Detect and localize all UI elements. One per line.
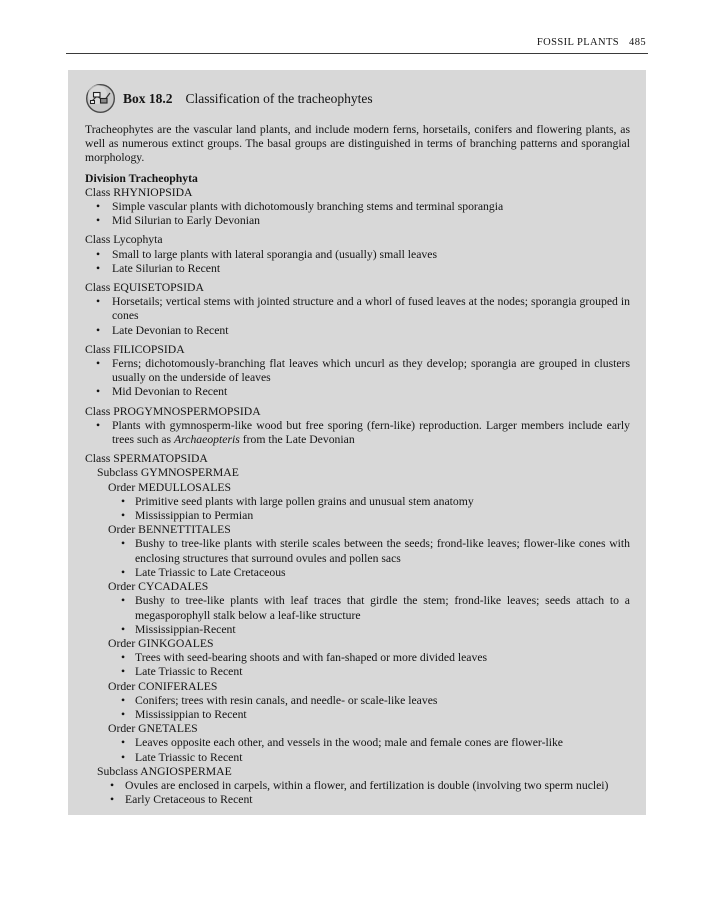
bullet-item: • Mid Silurian to Early Devonian [85, 214, 630, 228]
taxon-heading: Order BENNETTITALES [108, 523, 231, 537]
bullet-item: • Conifers; trees with resin canals, and needle- or scale-like leaves [85, 694, 630, 708]
bullet-item: • Ovules are enclosed in carpels, within a flower, and fertilization is double (involving two sperm nuclei) [85, 779, 630, 793]
bullet-item: • Trees with seed-bearing shoots and with fan-shaped or more divided leaves [85, 651, 630, 665]
taxon-heading: Class FILICOPSIDA [85, 342, 185, 356]
bullet-item: • Late Triassic to Recent [85, 665, 630, 679]
box-title: Classification of the tracheophytes [185, 90, 373, 106]
taxon-heading: Order GINKGOALES [108, 636, 214, 650]
taxon-heading: Order MEDULLOSALES [108, 480, 232, 494]
taxon-heading: Class PROGYMNOSPERMOPSIDA [85, 404, 261, 418]
taxon-heading: Order CYCADALES [108, 580, 209, 594]
header-rule [66, 53, 648, 54]
bullet-item: • Mississippian to Permian [85, 509, 630, 523]
bullet-item: • Mississippian-Recent [85, 623, 630, 637]
taxon-heading: Class SPERMATOPSIDA [85, 452, 208, 466]
taxon-heading: Division Tracheophyta [85, 171, 198, 185]
bullet-item: • Late Devonian to Recent [85, 324, 630, 338]
taxon-heading: Order CONIFERALES [108, 679, 218, 693]
box-title-row [85, 83, 630, 114]
taxon-heading: Class Lycophyta [85, 233, 163, 247]
bullet-item: • Early Cretaceous to Recent [85, 793, 630, 807]
box-18-2 [68, 70, 646, 815]
taxon-heading: Class RHYNIOPSIDA [85, 185, 193, 199]
bullet-item: • Simple vascular plants with dichotomously branching stems and terminal sporangia [85, 200, 630, 214]
classification-list [85, 172, 630, 808]
bullet-item: • Late Silurian to Recent [85, 262, 630, 276]
box-intro-paragraph: Tracheophytes are the vascular land plants, and include modern ferns, horsetails, conifers and flowering plants, as well as numerous extinct groups. The basal groups are distinguished in terms of branching patterns and sporangial morphology. [85, 123, 630, 165]
bullet-item: • Ferns; dichotomously-branching flat leaves which uncurl as they develop; sporangia are grouped in clusters usually on the underside of leaves [85, 357, 630, 385]
globe-box-icon [85, 83, 116, 114]
bullet-item: • Bushy to tree-like plants with sterile scales between the seeds; frond-like leaves; flower-like cones with enclosing structures that surround ovules and pollen sacs [85, 537, 630, 565]
bullet-item: • Late Triassic to Late Cretaceous [85, 566, 630, 580]
bullet-item: • Late Triassic to Recent [85, 751, 630, 765]
bullet-item: • Primitive seed plants with large pollen grains and unusual stem anatomy [85, 495, 630, 509]
box-label: Box 18.2 [123, 90, 173, 106]
page-number: 485 [629, 37, 646, 48]
bullet-item: • Plants with gymnosperm-like wood but free sporing (fern-like) reproduction. Larger members include early trees such as Archaeopteris from the Late Devonian [85, 419, 630, 447]
taxon-heading: Subclass GYMNOSPERMAE [97, 466, 239, 480]
taxon-heading: Subclass ANGIOSPERMAE [97, 764, 232, 778]
taxon-heading: Class EQUISETOPSIDA [85, 281, 204, 295]
bullet-item: • Small to large plants with lateral sporangia and (usually) small leaves [85, 248, 630, 262]
bullet-item: • Bushy to tree-like plants with leaf traces that girdle the stem; frond-like leaves; seeds attach to a megasporophyll stalk below a leaf-like structure [85, 594, 630, 622]
bullet-item: • Horsetails; vertical stems with jointed structure and a whorl of fused leaves at the nodes; sporangia grouped in cones [85, 295, 630, 323]
taxon-heading: Order GNETALES [108, 722, 198, 736]
bullet-item: • Mississippian to Recent [85, 708, 630, 722]
running-head [66, 37, 646, 48]
bullet-item: • Leaves opposite each other, and vessels in the wood; male and female cones are flower-like [85, 736, 630, 750]
running-title: FOSSIL PLANTS [536, 37, 620, 48]
bullet-item: • Mid Devonian to Recent [85, 385, 630, 399]
